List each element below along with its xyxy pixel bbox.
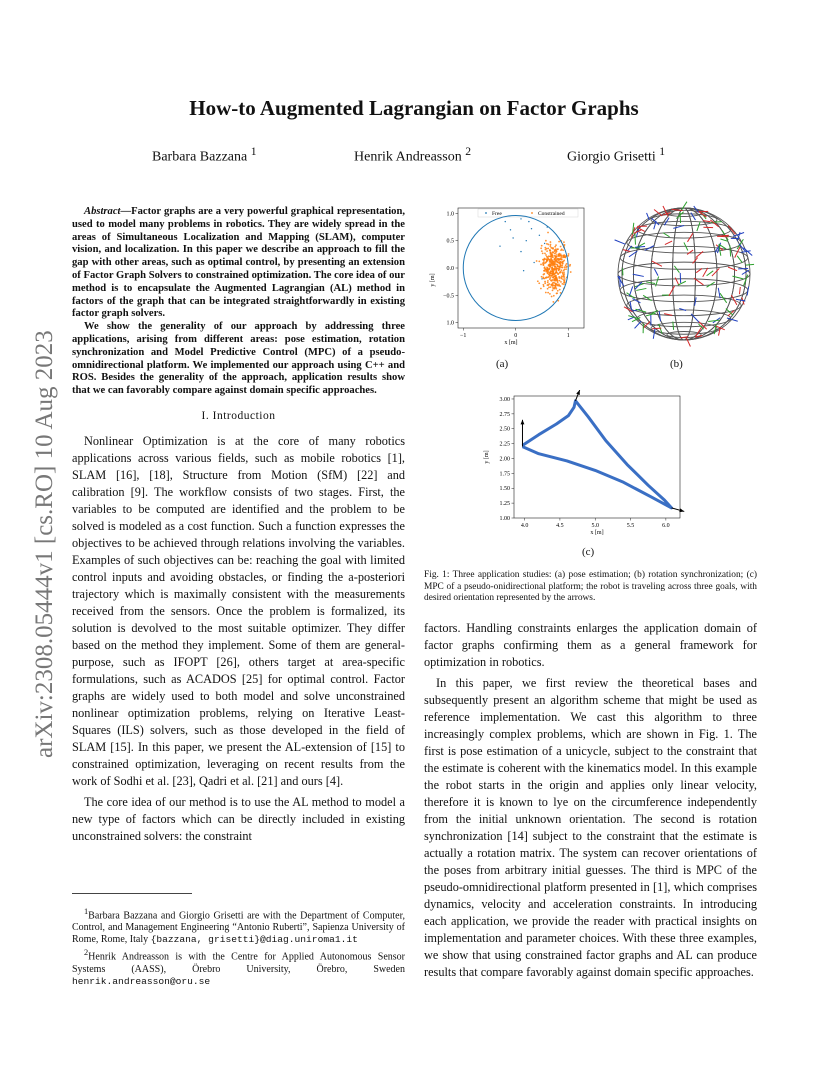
constrained-point (547, 280, 549, 282)
constrained-point (554, 285, 556, 287)
constrained-point (549, 293, 551, 295)
constrained-point (547, 288, 549, 290)
constrained-point (560, 278, 562, 280)
constrained-point (543, 285, 545, 287)
constrained-point (550, 256, 552, 258)
constrained-point (538, 282, 540, 284)
frame-axis (728, 267, 737, 271)
constrained-point (558, 276, 560, 278)
constrained-point (549, 264, 551, 266)
constrained-point (542, 252, 544, 254)
constrained-point (563, 273, 565, 275)
constrained-point (551, 296, 553, 298)
constrained-point (563, 275, 565, 277)
constrained-point (567, 255, 569, 257)
constrained-point (550, 244, 552, 246)
y-tick-label-a: −0.5 (443, 293, 454, 300)
constrained-point (551, 267, 553, 269)
frame-axis (646, 282, 655, 284)
frame-axis (737, 256, 742, 263)
frame-axis (669, 286, 675, 296)
figure-caption: Fig. 1: Three application studies: (a) pose estimation; (b) rotation synchronization; (c) MPC of a pseudo-onidirectional platform; the robot is traveling across three goals, with desired orientation represented by the arrows. (424, 570, 757, 603)
constrained-point (559, 271, 561, 273)
constrained-point (544, 278, 546, 280)
constrained-point (558, 241, 560, 243)
constrained-point (537, 280, 539, 282)
constrained-point (553, 295, 555, 297)
constrained-point (547, 232, 549, 234)
figure-c-chart (476, 390, 686, 540)
constrained-point (552, 256, 554, 258)
constrained-point (553, 250, 555, 252)
frames-sphere (615, 202, 754, 347)
constrained-point (563, 283, 565, 285)
frame-axis (746, 264, 754, 265)
frame-axis (718, 288, 720, 298)
constrained-point (550, 284, 552, 286)
constrained-point (550, 273, 552, 275)
constrained-point (540, 288, 542, 290)
free-point (531, 228, 532, 229)
constrained-point (547, 256, 549, 258)
frame-axis (740, 287, 741, 294)
constrained-point (547, 282, 549, 284)
constrained-point (560, 265, 562, 267)
frame-axis (747, 287, 748, 296)
constrained-point (552, 301, 554, 303)
constrained-point (557, 265, 559, 267)
constrained-point (555, 256, 557, 258)
constrained-point (554, 278, 556, 280)
constrained-point (563, 260, 565, 262)
constrained-point (555, 275, 557, 277)
constrained-point (555, 252, 557, 254)
constrained-point (557, 281, 559, 283)
author-1: Barbara Bazzana $^1$ (152, 145, 257, 165)
paper-title: How-to Augmented Lagrangian on Factor Graphs (189, 96, 639, 120)
constrained-point (563, 241, 565, 243)
y-tick-label-a: 1.0 (446, 211, 454, 218)
intro-p1: Nonlinear Optimization is at the core of many robotics applications across various fields, such as mobile robotics [1], SLAM [16], [18], Structure from Motion (SfM) [22] and calibration [9]. The workflow consists of two stages. First, the variables to be computed are identified and the problem to be solved is modeled as a cost function. Such a function expresses the objectives to be achieved through relations involving the variables. Examples of such objectives can be: reaching the goal with limited control inputs and avoiding obstacles, or finding the a-posteriori trajectory which is maximally consistent with the measurements received from the sensors. Once the problem is formalized, its solution is devolved to the most suitable optimizer. They differ based on the method they implement. Some of them are general-purpose, such as IFOPT [26], others target at area-specific formulations, such as ACADOS [25] for optimal control. Factor graphs are widely used to both model and solve unconstrained nonlinear optimization problems, relying on Iterative Least-Squares (ILS) solvers, such as those developed in the field of SLAM [15]. In this paper, we present the AL-extension of [15] to constrained optimization, leveraging on recent results from the work of Sodhi et al. [23], Qadri et al. [21] and ours [4]. (72, 433, 405, 788)
constrained-point (547, 270, 549, 272)
intro-p2: The core idea of our method is to use the AL method to model a new type of factors which can be directly included in existing unconstrained solvers: the constraint (72, 794, 405, 843)
constrained-point (554, 261, 556, 263)
constrained-point (549, 277, 551, 279)
constrained-point (544, 282, 546, 284)
plot-a-frame (458, 208, 584, 328)
x-tick-label-c: 4.0 (520, 523, 529, 529)
frame-axis (635, 233, 636, 244)
free-point (505, 221, 506, 222)
constrained-point (558, 266, 560, 268)
constrained-point (543, 274, 545, 276)
constrained-point (552, 289, 554, 291)
constrained-point (550, 286, 552, 288)
constrained-point (555, 248, 557, 250)
constrained-point (547, 247, 549, 249)
constrained-point (545, 249, 547, 251)
y-tick-label-c: 2.25 (499, 441, 510, 448)
frame-axis (623, 250, 630, 252)
goal-arrow-head (576, 390, 580, 395)
free-point (533, 262, 534, 263)
constrained-point (557, 255, 559, 257)
constrained-point (555, 268, 557, 270)
x-tick-label-c: 5.5 (626, 523, 635, 529)
plot-c-xlabel: x [m] (590, 530, 604, 536)
frame-axis (636, 288, 646, 290)
legend-a (478, 209, 578, 217)
free-point (520, 251, 521, 252)
free-point (541, 278, 542, 279)
constrained-point (538, 260, 540, 262)
x-tick-label-c: 4.5 (556, 523, 564, 529)
legend-label-free: Free (492, 211, 502, 217)
constrained-point (557, 248, 559, 250)
y-tick-label-c: 1.25 (499, 501, 510, 508)
y-tick-label-a: 1.0 (446, 320, 454, 327)
free-point (512, 237, 513, 238)
constrained-point (562, 278, 564, 280)
frame-axis (687, 233, 692, 242)
footnotes (72, 906, 405, 989)
constrained-point (544, 252, 546, 254)
constrained-point (566, 263, 568, 265)
constrained-point (544, 258, 546, 260)
frame-axis (712, 268, 719, 276)
constrained-point (555, 286, 557, 288)
arxiv-stamp (14, 262, 64, 762)
constrained-point (545, 268, 547, 270)
constrained-point (568, 253, 570, 255)
right-p1: factors. Handling constraints enlarges the application domain of factor graphs confirming them as a general framework for optimization in robotics. (424, 621, 757, 669)
figure-c-label: (c) (582, 546, 595, 558)
frame-axis (629, 286, 632, 296)
constrained-point (554, 246, 556, 248)
constrained-point (548, 286, 550, 288)
frame-axis (635, 282, 642, 289)
right-p2: In this paper, we first review the theoretical bases and subsequently present an algorithm scheme that might be used as reference implementation. We cast this algorithm to three increasingly complex problems, which are shown in Fig. 1. The first is pose estimation of a unicycle, subject to the constraint that the estimate is coherent with the kinematics model. In this example the robot starts in the origin and applies only linear velocity, therefore it is known to lye on the circumference independently from the initial unknown orientation. The second is rotation synchronization [14] subject to the constraint that the estimate is actually a rotation matrix. The system can recover orientations of the poses from arbitrary initial guesses. The third is MPC of the pseudo-omnidirectional platform presented in [1], which comprises dynamics, velocity and acceleration constraints. In introducing each application, we provide the reader with practical insights on implementation and parameter choices. With these three examples, we show that using constrained factor graphs and AL can produce results that compare favorably against domain specific approaches. (424, 676, 757, 979)
frame-axis (654, 269, 658, 276)
constrained-point (554, 288, 556, 290)
author-3: Giorgio Grisetti $^1$ (567, 145, 666, 165)
abstract-label: Abstract (84, 206, 121, 217)
constrained-point (550, 258, 552, 260)
left-column (72, 206, 405, 849)
constrained-point (554, 266, 556, 268)
constrained-point (540, 264, 542, 266)
constrained-point (552, 276, 554, 278)
section-heading-introduction: I. Introduction (201, 409, 276, 422)
constrained-point (542, 284, 544, 286)
constrained-point (570, 271, 572, 273)
constrained-point (543, 270, 545, 272)
constrained-point (549, 245, 551, 247)
frame-axis (615, 240, 626, 244)
latitude-ring (620, 246, 748, 269)
constrained-point (543, 264, 545, 266)
constrained-point (547, 259, 549, 261)
constrained-point (549, 249, 551, 251)
constrained-point (566, 266, 568, 268)
y-tick-label-c: 1.75 (499, 471, 510, 478)
y-tick-label-c: 1.50 (499, 486, 510, 493)
constrained-point (552, 286, 554, 288)
x-tick-label-a: 1 (566, 333, 570, 339)
free-point (544, 243, 545, 244)
y-tick-label-c: 2.50 (499, 426, 510, 433)
x-tick-label-c: 5.0 (591, 523, 599, 529)
constrained-point (547, 292, 549, 294)
constrained-point (556, 284, 558, 286)
constrained-point (561, 259, 563, 261)
frame-axis (680, 212, 681, 223)
frame-axis (620, 276, 621, 287)
abstract-p1: Factor graphs are a very powerful graphical representation, used to model many problems in robotics. They are widely spread in the areas of Simultaneous Localization and Mapping (SLAM), computer vision, and localization. In this paper we describe an approach to fill the gap with other areas, such as optimal control, by presenting an extension of Factor Graph Solvers to constrained optimization. The core idea of our method is to encapsulate the Augmented Lagrangian (AL) method in factors of the graph that can be integrated straightforwardly in existing factor graph solvers. (72, 206, 405, 320)
x-tick-label-a: 0 (514, 333, 518, 339)
frame-axis (678, 281, 686, 285)
constrained-point (561, 269, 563, 271)
constrained-point (562, 262, 564, 264)
longitude-ring (622, 208, 746, 340)
constrained-point (541, 250, 543, 252)
frame-axis (630, 301, 632, 311)
constrained-point (545, 261, 547, 263)
footnote-2: $^2$Henrik Andreasson is with the Centre for Applied Autonomous Sensor Systems (AASS), Örebro University, Örebro, Sweden henrik.andreasson@oru.se (72, 948, 405, 987)
constrained-point (540, 247, 542, 249)
constrained-point (558, 283, 560, 285)
free-point (523, 270, 524, 271)
y-tick-label-c: 3.00 (499, 396, 510, 403)
plot-c-ylabel: y [m] (484, 450, 490, 464)
constrained-point (559, 280, 561, 282)
constrained-point (545, 240, 547, 242)
frame-axis (687, 250, 693, 254)
constrained-point (553, 259, 555, 261)
constrained-point (552, 261, 554, 263)
constrained-point (561, 283, 563, 285)
legend-label-constrained: Constrained (538, 211, 565, 217)
constrained-point (564, 266, 566, 268)
frame-axis (659, 311, 660, 321)
constrained-point (544, 281, 546, 283)
legend-marker-free (485, 212, 487, 214)
free-point (539, 235, 540, 236)
frame-axis (635, 247, 645, 248)
frame-axis (633, 274, 644, 276)
arxiv-id: arXiv:2308.05444v1 [cs.RO] 10 Aug 2023 (31, 330, 58, 758)
constrained-point (552, 251, 554, 253)
legend-marker-constrained (531, 212, 533, 214)
constrained-point (559, 289, 561, 291)
constrained-point (556, 278, 558, 280)
constrained-point (545, 292, 547, 294)
x-tick-label-a: −1 (460, 333, 467, 339)
constrained-point (550, 241, 552, 243)
footnote-1: $^1$Barbara Bazzana and Giorgio Grisetti are with the Department of Computer, Control, and Management Engineering “Antonio Ruberti”, Sapienza University of Rome, Rome, Italy {bazzana, grisetti}@diag.uniroma1.it (72, 907, 405, 946)
constrained-point (557, 290, 559, 292)
constrained-point (563, 271, 565, 273)
abstract: Abstract—Factor graphs are a very powerful graphical representation, used to model many problems in robotics. They are widely spread in the areas of Simultaneous Localization and Mapping (SLAM), computer vision, and localization. In this paper we describe an approach to fill the gap with other areas, such as optimal control, by presenting an extension of Factor Graph Solvers to constrained optimization. The core idea of our method is to encapsulate the Augmented Lagrangian (AL) method in factors of the graph that can be integrated straightforwardly in existing factor graph solvers. We show the generality of our approach by addressing three applications, arising from different areas: pose estimation, rotation synchronization and Model Predictive Control (MPC) of a pseudo-omnidirectional platform. We implemented our approach using C++ and ROS. Besides the generality of the approach, application results show that we can favorably compare against domain specific approaches. (72, 206, 405, 397)
constrained-point (563, 270, 565, 272)
constrained-point (554, 282, 556, 284)
free-point (520, 218, 521, 219)
footnote-rule (72, 893, 192, 894)
constrained-point (544, 266, 546, 268)
free-point (499, 245, 500, 246)
constrained-point (548, 283, 550, 285)
constrained-point (562, 255, 564, 257)
constrained-point (549, 275, 551, 277)
frame-axis (663, 233, 670, 237)
constrained-point (561, 275, 563, 277)
constrained-point (548, 264, 550, 266)
constrained-point (551, 254, 553, 256)
figure-a-label: (a) (496, 358, 509, 370)
free-point (526, 240, 527, 241)
plot-a-xlabel: x [m] (504, 340, 518, 346)
constrained-point (552, 247, 554, 249)
frame-axis (652, 328, 661, 329)
x-tick-label-c: 6.0 (662, 523, 670, 529)
author-2: Henrik Andreasson $^2$ (354, 145, 472, 165)
constrained-point (549, 268, 551, 270)
constrained-point (560, 249, 562, 251)
constrained-point (553, 268, 555, 270)
constrained-point (556, 263, 558, 265)
constrained-point (561, 271, 563, 273)
frame-axis (635, 321, 642, 328)
constrained-point (546, 276, 548, 278)
constrained-point (551, 280, 553, 282)
constrained-point (569, 264, 571, 266)
constrained-point (564, 278, 566, 280)
constrained-point (561, 266, 563, 268)
y-tick-label-a: 0.0 (446, 266, 454, 272)
figure-a-chart (424, 200, 594, 360)
constrained-point (552, 282, 554, 284)
constrained-point (550, 270, 552, 272)
constrained-point (550, 251, 552, 253)
y-tick-label-c: 2.00 (499, 456, 510, 463)
figure-b-rotation-frames (604, 200, 764, 350)
y-tick-label-c: 1.00 (499, 516, 510, 522)
constrained-point (556, 259, 558, 261)
constrained-point (545, 254, 547, 256)
constrained-point (541, 245, 543, 247)
y-tick-label-c: 2.75 (499, 411, 510, 418)
trajectory-line (523, 401, 672, 508)
constrained-point (556, 272, 558, 274)
constrained-point (556, 292, 558, 294)
constrained-point (550, 262, 552, 264)
constrained-point (546, 243, 548, 245)
constrained-point (560, 246, 562, 248)
abstract-p2: We show the generality of our approach by addressing three applications, arising from different areas: pose estimation, rotation synchronization and Model Predictive Control (MPC) of a pseudo-omnidirectional platform. We implemented our approach using C++ and ROS. Besides the generality of the approach, application results show that we can favorably compare against domain specific approaches. (72, 321, 405, 397)
constrained-point (559, 255, 561, 257)
constrained-point (547, 272, 549, 274)
figure-b-label: (b) (670, 358, 683, 370)
free-point (510, 229, 511, 230)
constrained-point (541, 276, 543, 278)
plot-a-ylabel: y [m] (430, 273, 436, 287)
frame-axis (742, 270, 749, 274)
right-column (424, 620, 757, 985)
constrained-point (560, 281, 562, 283)
constrained-point (564, 282, 566, 284)
free-point (528, 221, 529, 222)
constrained-point (555, 244, 557, 246)
frame-axis (672, 209, 683, 210)
constrained-point (558, 268, 560, 270)
constrained-point (557, 261, 559, 263)
goal-arrow-head (521, 420, 525, 425)
frame-axis (697, 222, 700, 231)
constrained-point (565, 268, 567, 270)
constrained-point (563, 280, 565, 282)
constrained-point (552, 272, 554, 274)
longitude-ring (622, 208, 746, 340)
constrained-point (536, 260, 538, 262)
y-tick-label-a: 0.5 (446, 238, 454, 245)
constrained-point (542, 259, 544, 261)
constrained-point (547, 284, 549, 286)
frame-axis (665, 241, 672, 244)
constrained-point (546, 250, 548, 252)
frame-axis (728, 226, 735, 235)
frame-axis (708, 320, 720, 321)
